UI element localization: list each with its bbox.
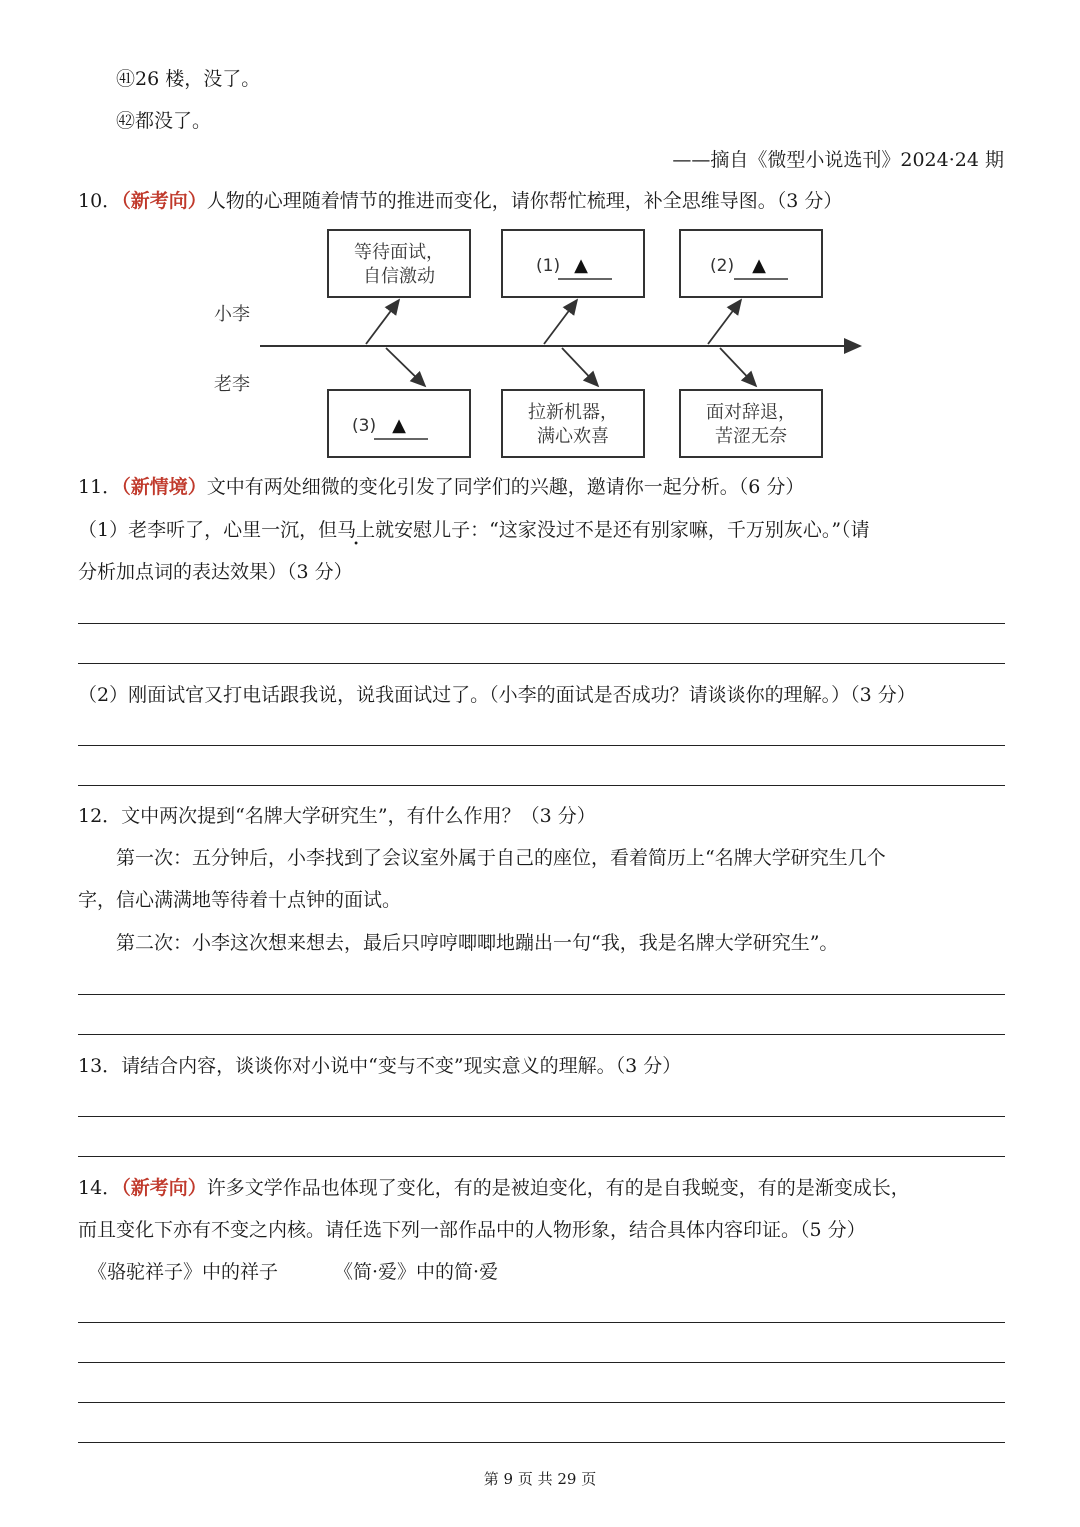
question-text: 人物的心理随着情节的推进而变化，请你帮忙梳理，补全思维导图。（3 分） (206, 190, 843, 212)
bottom-box-3 (680, 390, 822, 457)
triangle-mark: ▲ (752, 255, 766, 276)
bottom-box-1 (328, 390, 470, 457)
question-tag: （新考向） (121, 1177, 207, 1199)
answer-line[interactable] (78, 1442, 1005, 1443)
answer-line[interactable] (78, 1156, 1005, 1157)
top-box-3 (680, 230, 822, 297)
blank-number: (2) (710, 256, 735, 276)
paragraph-42: ㊷都没了。 (116, 110, 212, 132)
question-number: 11． (78, 476, 122, 498)
question-number: 10． (78, 190, 122, 212)
arrow-up (366, 300, 399, 344)
question-text: 许多文学作品也体现了变化，有的是被迫变化，有的是自我蜕变，有的是渐变成长， (206, 1177, 910, 1199)
box-text: 面对辞退， (706, 402, 796, 423)
question-14 (78, 1175, 910, 1201)
label-laoli: 老李 (214, 374, 250, 395)
question-10 (78, 188, 842, 214)
answer-line[interactable] (78, 1402, 1005, 1403)
q12-second: 第二次：小李这次想来想去，最后只哼哼唧唧地蹦出一句“我，我是名牌大学研究生”。 (116, 932, 839, 954)
source-citation: ——摘自《微型小说选刊》2024·24 期 (672, 149, 1004, 171)
sub1-pre: （1）老李听了，心里一沉，但 (78, 519, 338, 541)
top-box-1 (328, 230, 470, 297)
top-box-2 (502, 230, 644, 297)
box-text: 等待面试， (354, 242, 444, 263)
question-13: 13．请结合内容，谈谈你对小说中“变与不变”现实意义的理解。（3 分） (78, 1055, 682, 1077)
arrow-down (386, 348, 425, 386)
arrow-up (544, 300, 577, 344)
triangle-mark: ▲ (392, 415, 406, 436)
answer-line[interactable] (78, 745, 1005, 746)
question-number: 14． (78, 1177, 122, 1199)
answer-line[interactable] (78, 623, 1005, 624)
q14-line2: 而且变化下亦有不变之内核。请任选下列一部作品中的人物形象，结合具体内容印证。（5 分） (78, 1219, 866, 1241)
label-xiaoli: 小李 (214, 304, 250, 325)
page-footer: 第 9 页 共 29 页 (483, 1470, 597, 1488)
blank-number: (1) (536, 256, 561, 276)
triangle-mark: ▲ (574, 255, 588, 276)
answer-line[interactable] (78, 994, 1005, 995)
answer-line[interactable] (78, 663, 1005, 664)
q14-option-2: 《简·爱》中的简·爱 (334, 1261, 499, 1283)
sub1-post: 就安慰儿子：“这家没过不是还有别家嘛，千万别灰心。”（请 (375, 519, 870, 541)
arrow-down (562, 348, 598, 386)
q11-sub1 (78, 517, 870, 543)
q11-sub1-line2: 分析加点词的表达效果）（3 分） (78, 561, 353, 583)
q12-first-line2: 字，信心满满地等待着十点钟的面试。 (78, 889, 402, 911)
box-text: 苦涩无奈 (715, 426, 787, 447)
question-tag: （新考向） (121, 190, 207, 212)
box-text: 满心欢喜 (537, 426, 609, 447)
q12-first-line1: 第一次：五分钟后，小李找到了会议室外属于自己的座位，看着简历上“名牌大学研究生几个 (116, 847, 886, 869)
arrow-down (720, 348, 756, 386)
box-text: 自信激动 (363, 266, 435, 287)
mind-map-diagram (200, 224, 880, 464)
answer-line[interactable] (78, 1034, 1005, 1035)
question-tag: （新情境） (121, 476, 207, 498)
bottom-box-2 (502, 390, 644, 457)
question-11 (78, 474, 804, 500)
question-text: 文中有两处细微的变化引发了同学们的兴趣，邀请你一起分析。（6 分） (206, 476, 805, 498)
answer-line[interactable] (78, 1362, 1005, 1363)
dotted-word: 马上 (337, 519, 376, 541)
blank-number: (3) (352, 416, 377, 436)
answer-line[interactable] (78, 785, 1005, 786)
answer-line[interactable] (78, 1116, 1005, 1117)
box-text: 拉新机器， (528, 402, 618, 423)
q14-option-1: 《骆驼祥子》中的祥子 (88, 1261, 279, 1283)
q11-sub2: （2）刚面试官又打电话跟我说，说我面试过了。（小李的面试是否成功？请谈谈你的理解。）（3 分） (78, 684, 916, 706)
answer-line[interactable] (78, 1322, 1005, 1323)
arrow-up (708, 300, 741, 344)
question-12: 12．文中两次提到“名牌大学研究生”，有什么作用？（3 分） (78, 805, 596, 827)
paragraph-41: ㊶26 楼，没了。 (116, 68, 261, 90)
